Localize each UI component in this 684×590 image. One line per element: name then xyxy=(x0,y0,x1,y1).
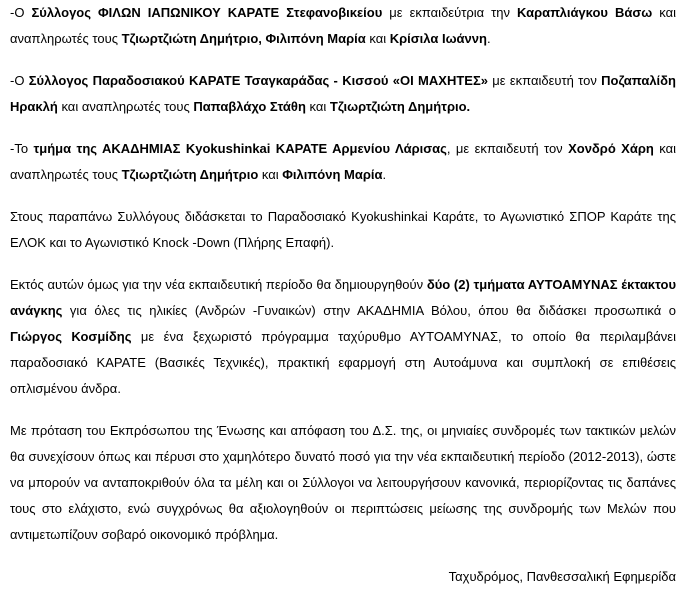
paragraph-academy-armenio xyxy=(10,136,676,188)
bold-text-run: δύο (2) τμήματα ΑΥΤΟΑΜΥΝΑΣ έκτακτου ανάγκης xyxy=(10,277,677,318)
bold-text-run: Χονδρό Χάρη xyxy=(568,141,654,156)
bold-text-run: Παπαβλάχο Στάθη xyxy=(193,99,306,114)
text-run: με εκπαιδευτή τον xyxy=(487,73,602,88)
text-run: . xyxy=(486,31,491,46)
bold-text-run: Τζιωρτζιώτη Δημήτριο, Φιλιπόνη Μαρία xyxy=(121,31,366,46)
text-run: Στους παραπάνω Συλλόγους διδάσκεται το Παραδοσιακό Kyokushinkai Καράτε, το Αγωνιστικό ΣΠΟΡ Καράτε της ΕΛΟΚ και το Αγωνιστικό Knock -Down (Πλήρης Επαφή). xyxy=(10,209,676,250)
text-run: και xyxy=(365,31,390,46)
text-run: -Ο xyxy=(10,73,29,88)
text-run: -Ο xyxy=(10,5,32,20)
bold-text-run: Γιώργος Κοσμίδης xyxy=(10,329,132,344)
bold-text-run: Κρίσιλα Ιωάννη xyxy=(389,31,487,46)
bold-text-run: Σύλλογος Παραδοσιακού ΚΑΡΑΤΕ Τσαγκαράδας - Κισσού «ΟΙ ΜΑΧΗΤΕΣ» xyxy=(28,73,488,88)
text-run: Με πρόταση του Εκπρόσωπου της Ένωσης και απόφαση του Δ.Σ. της, οι μηνιαίες συνδρομές των τακτικών μελών θα συνεχίσουν όπως και πέρυσι στο χαμηλότερο δυνατό ποσό για την νέα εκπαιδευτική περίοδο (2012-2013), ώστε να μπορούν να ανταποκριθούν όλα τα μέλη και οι Σύλλογοι να λειτουργήσουν κανονικά, περιορίζοντας τις δαπάνες τους στο ελάχιστο, ενώ συγχρόνως θα αξιολογηθούν οι περιπτώσεις μείωσης της συνδρομής των Μελών που αντιμετωπίζουν σοβαρό οικονομικό πρόβλημα. xyxy=(10,423,676,542)
bold-text-run: Τζιωρτζιώτη Δημήτριο xyxy=(121,167,259,182)
paragraph-self-defense xyxy=(10,272,676,402)
text-run: . xyxy=(382,167,387,182)
bold-text-run: Ποζαπαλίδη Ηρακλή xyxy=(10,73,676,114)
text-run: και xyxy=(305,99,330,114)
text-run: Εκτός αυτών όμως για την νέα εκπαιδευτική περίοδο θα δημιουργηθούν xyxy=(10,277,427,292)
paragraph-fees xyxy=(10,418,676,548)
bold-text-run: τμήμα της ΑΚΑΔΗΜΙΑΣ Kyokushinkai ΚΑΡΑΤΕ Αρμενίου Λάρισας xyxy=(33,141,447,156)
text-run: με εκπαιδεύτρια την xyxy=(382,5,518,20)
text-run: για όλες τις ηλικίες (Ανδρών -Γυναικών) στην ΑΚΑΔΗΜΙΑ Βόλου, όπου θα διδάσκει προσωπικά ο xyxy=(62,303,676,318)
bold-text-run: Φιλιπόνη Μαρία xyxy=(282,167,383,182)
paragraph-styles-taught xyxy=(10,204,676,256)
text-run: και xyxy=(258,167,283,182)
text-run: και αναπληρωτές τους xyxy=(10,5,676,46)
bold-text-run: Σύλλογος ΦΙΛΩΝ ΙΑΠΩΝΙΚΟΥ ΚΑΡΑΤΕ Στεφανοβικείου xyxy=(31,5,383,20)
text-run: με ένα ξεχωριστό πρόγραμμα ταχύρυθμο ΑΥΤΟΑΜΥΝΑΣ, το οποίο θα περιλαμβάνει παραδοσιακό ΚΑΡΑΤΕ (Βασικές Τεχνικές), πρακτική εφαρμογή στη Αυτοάμυνα και συμπλοκή σε επιθέσεις οπλισμένου άνδρα. xyxy=(10,329,676,396)
paragraph-club-tsagkarada xyxy=(10,68,676,120)
paragraph-club-stefanovikeio xyxy=(10,0,676,52)
text-run: και αναπληρωτές τους xyxy=(57,99,194,114)
source-signature: Ταχυδρόμος, Πανθεσσαλική Εφημερίδα xyxy=(448,569,676,584)
bold-text-run: Καραπλιάγκου Βάσω xyxy=(517,5,653,20)
text-run: -Το xyxy=(10,141,34,156)
text-run: και αναπληρωτές τους xyxy=(10,141,676,182)
bold-text-run: Τζιωρτζιώτη Δημήτριο. xyxy=(329,99,471,114)
text-run: , με εκπαιδευτή τον xyxy=(446,141,569,156)
